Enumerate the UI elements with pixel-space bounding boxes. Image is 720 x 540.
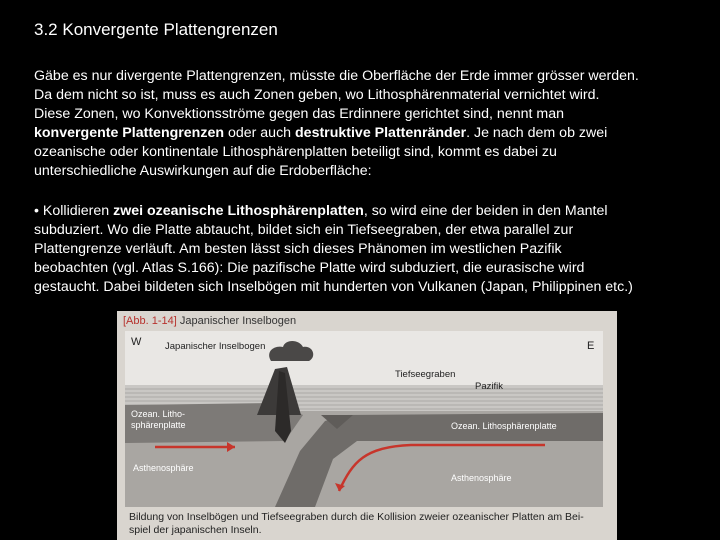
label-east: E: [587, 340, 595, 352]
bullet-line: beobachten (vgl. Atlas S.166): Die pazifische Platte wird subduziert, die eurasische wird: [34, 260, 585, 276]
bullet-line: subduziert. Wo die Platte abtaucht, bildet sich ein Tiefseegraben, der etwa parallel zur: [34, 222, 574, 238]
bullet-start: • Kollidieren: [34, 203, 114, 219]
label-right-plate: Ozean. Lithosphärenplatte: [451, 421, 557, 431]
intro-line: Da dem nicht so ist, muss es auch Zonen geben, wo Lithosphärenmaterial vernichtet wird.: [34, 87, 600, 103]
label-pacific: Pazifik: [475, 381, 503, 392]
bullet-continuation: , so wird eine der beiden in den Mantel: [363, 203, 608, 219]
term-convergent: konvergente Plattengrenzen: [34, 125, 225, 141]
intro-continuation: . Je nach dem ob zwei: [466, 125, 608, 141]
figure-number: [Abb. 1-14]: [123, 315, 177, 327]
label-trench: Tiefseegraben: [395, 369, 456, 380]
figure-heading: [123, 315, 296, 327]
caption-line: spiel der japanischen Inseln.: [129, 524, 262, 536]
term-destructive: destruktive Plattenränder: [295, 125, 467, 141]
intro-line: Diese Zonen, wo Konvektionsströme gegen das Erdinnere gerichtet sind, nennt man: [34, 106, 564, 122]
bullet-line: [34, 202, 718, 221]
bullet-line: Plattengrenze verläuft. Am besten lässt sich dieses Phänomen im westlichen Pazifik: [34, 241, 562, 257]
intro-line: [34, 124, 718, 143]
label-astheno-right: Asthenosphäre: [451, 473, 512, 483]
intro-line: unterschiedliche Auswirkungen auf die Erdoberfläche:: [34, 163, 372, 179]
intro-line: ozeanische oder kontinentale Lithosphärenplatten beteiligt sind, kommt es dabei zu: [34, 144, 557, 160]
label-island-arc: Japanischer Inselbogen: [165, 341, 266, 352]
page-title: 3.2 Konvergente Plattengrenzen: [34, 20, 278, 39]
intro-line: Gäbe es nur divergente Plattengrenzen, müsste die Oberfläche der Erde immer grösser werden.: [34, 68, 639, 84]
label-left-plate-1: Ozean. Litho-: [131, 409, 186, 419]
subduction-diagram: [125, 331, 603, 507]
figure-caption: [129, 511, 599, 537]
label-left-plate-2: sphärenplatte: [131, 420, 186, 430]
intro-connector: oder auch: [224, 125, 296, 141]
subduction-figure: [117, 311, 617, 540]
bullet-line: gestaucht. Dabei bildeten sich Inselbögen mit hunderten von Vulkanen (Japan, Philippinen etc.): [34, 279, 633, 295]
figure-title: Japanischer Inselbogen: [179, 315, 297, 327]
label-astheno-left: Asthenosphäre: [133, 463, 194, 473]
bullet-paragraph: [34, 202, 718, 297]
label-west: W: [131, 336, 142, 348]
term-oceanic-plates: zwei ozeanische Lithosphärenplatten: [113, 203, 364, 219]
caption-line: Bildung von Inselbögen und Tiefseegraben durch die Kollision zweier ozeanischer Platten am Bei-: [129, 511, 584, 523]
intro-paragraph: [34, 67, 718, 181]
